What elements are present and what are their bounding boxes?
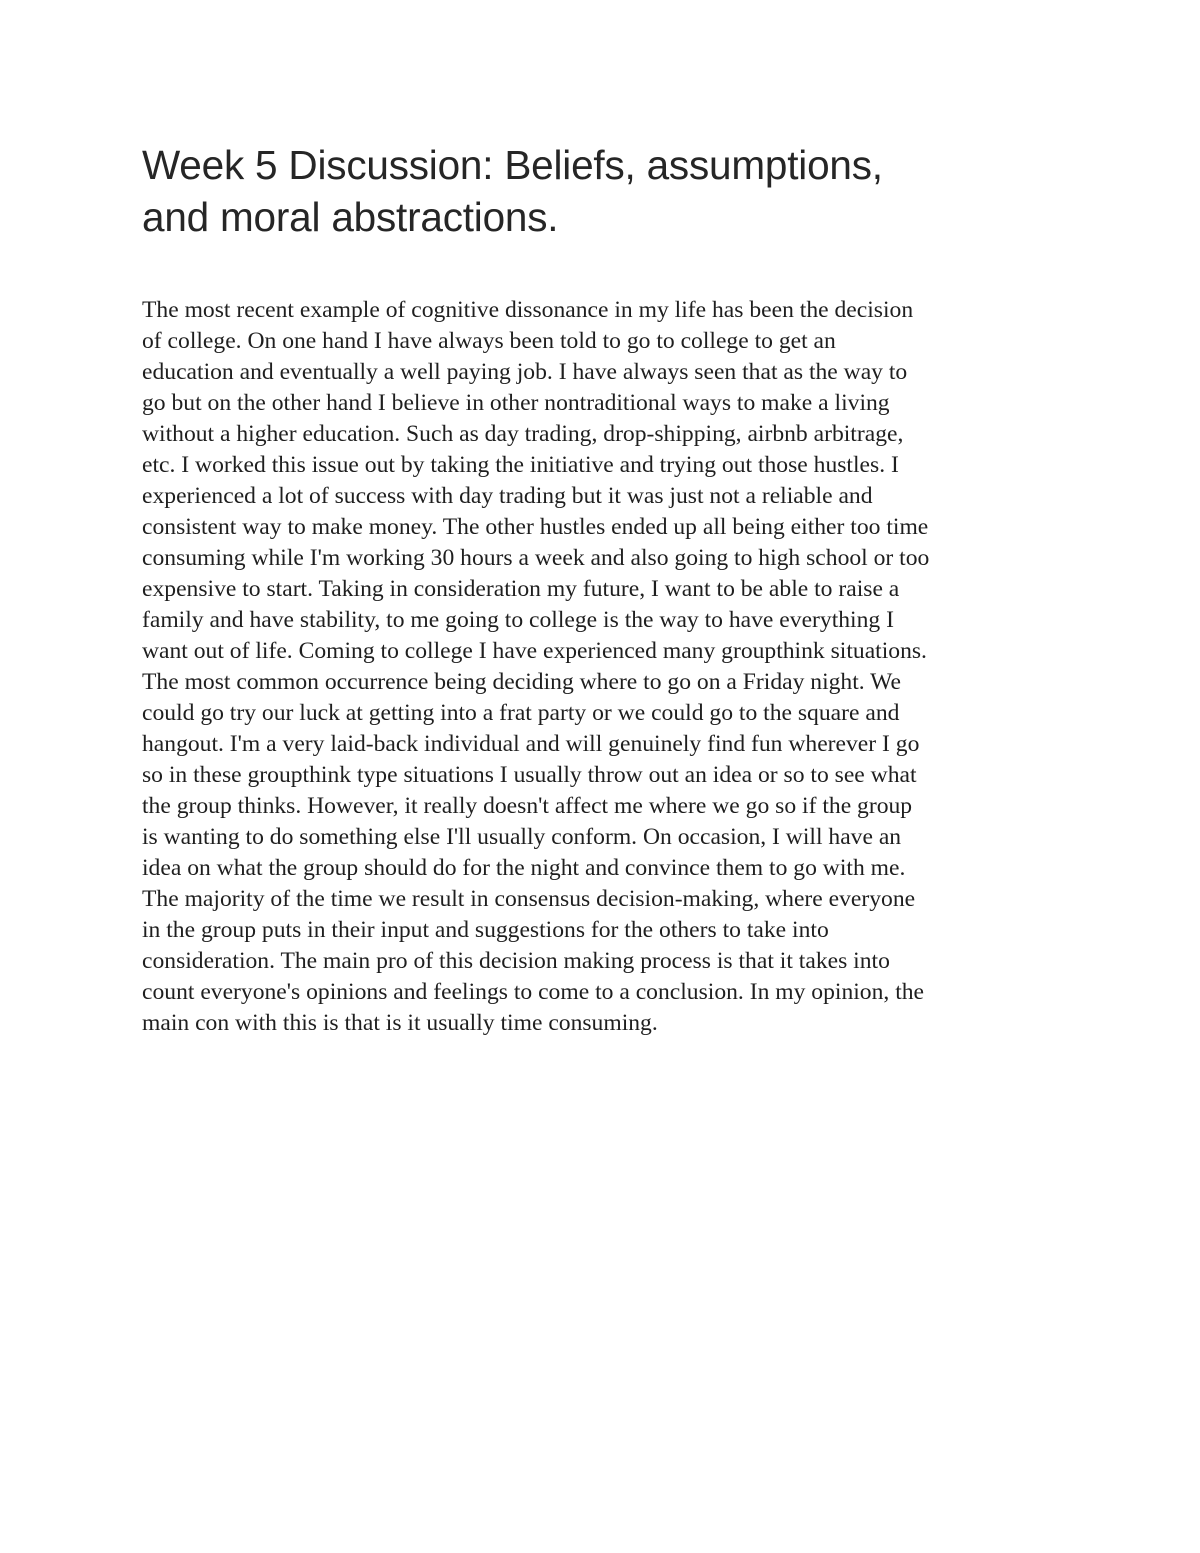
body-line: the group thinks. However, it really doesn't affect me where we go so if the group [142, 793, 913, 819]
body-line: go but on the other hand I believe in other nontraditional ways to make a living [142, 390, 890, 416]
body-line: experienced a lot of success with day trading but it was just not a reliable and [142, 483, 873, 509]
body-line: education and eventually a well paying job. I have always seen that as the way to [142, 359, 908, 385]
body-line: consistent way to make money. The other hustles ended up all being either too time [142, 514, 929, 540]
document-title [142, 139, 1082, 243]
body-line: so in these groupthink type situations I usually throw out an idea or so to see what [142, 762, 917, 788]
body-line: consuming while I'm working 30 hours a week and also going to high school or too [142, 545, 930, 571]
body-line: idea on what the group should do for the night and convince them to go with me. [142, 855, 906, 881]
document-body [142, 295, 1122, 1039]
body-line: could go try our luck at getting into a frat party or we could go to the square and [142, 700, 900, 726]
body-line: The most common occurrence being deciding where to go on a Friday night. We [142, 669, 902, 695]
body-line: consideration. The main pro of this decision making process is that it takes into [142, 948, 890, 974]
title-line: Week 5 Discussion: Beliefs, assumptions, [142, 142, 883, 188]
body-line: want out of life. Coming to college I have experienced many groupthink situations. [142, 638, 927, 664]
body-line: is wanting to do something else I'll usually conform. On occasion, I will have an [142, 824, 902, 850]
body-line: hangout. I'm a very laid-back individual and will genuinely find fun wherever I go [142, 731, 920, 757]
body-line: expensive to start. Taking in consideration my future, I want to be able to raise a [142, 576, 900, 602]
body-line: in the group puts in their input and suggestions for the others to take into [142, 917, 829, 943]
body-line: etc. I worked this issue out by taking the initiative and trying out those hustles. I [142, 452, 899, 478]
body-line: of college. On one hand I have always been told to go to college to get an [142, 328, 836, 354]
body-line: count everyone's opinions and feelings to come to a conclusion. In my opinion, the [142, 979, 925, 1005]
body-line: family and have stability, to me going to college is the way to have everything I [142, 607, 894, 633]
title-line: and moral abstractions. [142, 194, 559, 240]
body-line: without a higher education. Such as day trading, drop-shipping, airbnb arbitrage, [142, 421, 904, 447]
body-line: The majority of the time we result in consensus decision-making, where everyone [142, 886, 916, 912]
body-line: The most recent example of cognitive dissonance in my life has been the decision [142, 297, 914, 323]
body-line: main con with this is that is it usually time consuming. [142, 1010, 658, 1036]
